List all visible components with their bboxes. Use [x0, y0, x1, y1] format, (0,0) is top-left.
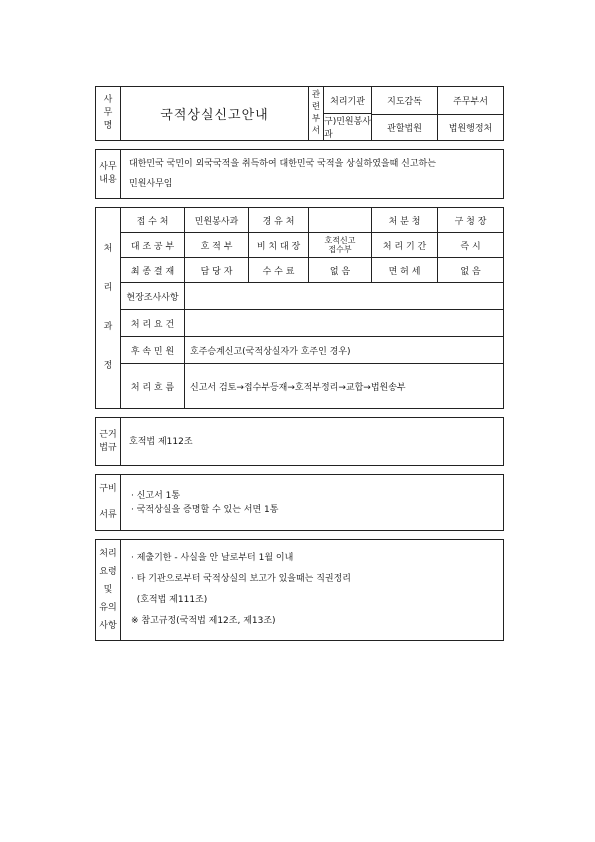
fee-value: 없 음 — [309, 258, 372, 283]
note-item: · 타 기관으로부터 국적상실의 보고가 있을때는 직권정리 — [131, 574, 351, 584]
processing-period-label: 처 리 기 간 — [372, 233, 438, 258]
disposing-office-value: 구 청 장 — [438, 208, 504, 233]
required-documents-label: 구비 서류 — [96, 475, 121, 531]
task-name-label: 사 무 명 — [96, 87, 121, 141]
task-title-cell — [121, 87, 309, 141]
legal-basis-label: 근거 법규 — [96, 418, 121, 466]
field-survey-value — [185, 283, 504, 310]
final-approval-label: 최 종 결 재 — [121, 258, 185, 283]
related-dept-cell — [309, 87, 372, 141]
receiving-office-value: 민원봉사과 — [185, 208, 249, 233]
main-dept-value: 법원행정처 — [438, 114, 504, 141]
document-item: · 신고서 1통 — [131, 490, 181, 501]
processing-requirements-value — [185, 310, 504, 337]
related-dept-label: 관 련 부 서 — [309, 87, 324, 140]
via-office-value — [309, 208, 372, 233]
register-label: 비 치 대 장 — [249, 233, 309, 258]
main-dept-header: 주무부서 — [438, 87, 504, 115]
ledger-check-label: 대 조 공 부 — [121, 233, 185, 258]
description-line-2: 민원사무임 — [129, 179, 173, 189]
task-title: 국적상실신고안내 — [160, 108, 269, 123]
follow-up-value: 호주승계신고(국적상실자가 호주인 경우) — [185, 337, 504, 364]
description-line-1: 대한민국 국민이 외국국적을 취득하여 대한민국 국적을 상실하였을때 신고하는 — [129, 159, 436, 169]
via-office-label: 경 유 처 — [249, 208, 309, 233]
note-item: (호적법 제111조) — [131, 595, 208, 605]
process-flow-label: 처 리 흐 름 — [121, 364, 185, 409]
required-documents-list — [121, 475, 504, 531]
receiving-office-label: 접 수 처 — [121, 208, 185, 233]
field-survey-label: 현장조사사항 — [121, 283, 185, 310]
ledger-check-value: 호 적 부 — [185, 233, 249, 258]
document-item: · 국적상실을 증명할 수 있는 서면 1통 — [131, 504, 279, 515]
note-item: ※ 참고규정(국적법 제12조, 제13조) — [131, 616, 276, 626]
processing-notes-list — [121, 540, 504, 641]
processing-notes-label: 처리 요령 및 유의 사항 — [96, 540, 121, 641]
process-label: 처 리 과 정 — [96, 208, 121, 409]
fee-label: 수 수 료 — [249, 258, 309, 283]
form-table — [95, 86, 504, 641]
processing-period-value: 즉 시 — [438, 233, 504, 258]
description-label: 사무 내용 — [96, 150, 121, 199]
license-tax-label: 면 허 세 — [372, 258, 438, 283]
supervision-header: 지도감독 — [372, 87, 438, 115]
description-text — [121, 150, 504, 199]
supervision-value: 관할법원 — [372, 114, 438, 141]
civil-affairs-guide-form — [95, 86, 503, 641]
process-flow-value: 신고서 검토→접수부등재→호적부정리→교합→법원송부 — [185, 364, 504, 409]
processing-agency-value: 구)민원봉사과 — [324, 117, 371, 140]
processing-requirements-label: 처 리 요 건 — [121, 310, 185, 337]
legal-basis-value: 호적법 제112조 — [121, 418, 504, 466]
processing-agency-header: 처리기관 — [324, 87, 371, 114]
disposing-office-label: 처 분 청 — [372, 208, 438, 233]
follow-up-label: 후 속 민 원 — [121, 337, 185, 364]
register-value: 호적신고 접수부 — [309, 233, 372, 258]
license-tax-value: 없 음 — [438, 258, 504, 283]
final-approval-value: 담 당 자 — [185, 258, 249, 283]
note-item: · 제출기한 - 사실을 안 날로부터 1월 이내 — [131, 553, 294, 563]
